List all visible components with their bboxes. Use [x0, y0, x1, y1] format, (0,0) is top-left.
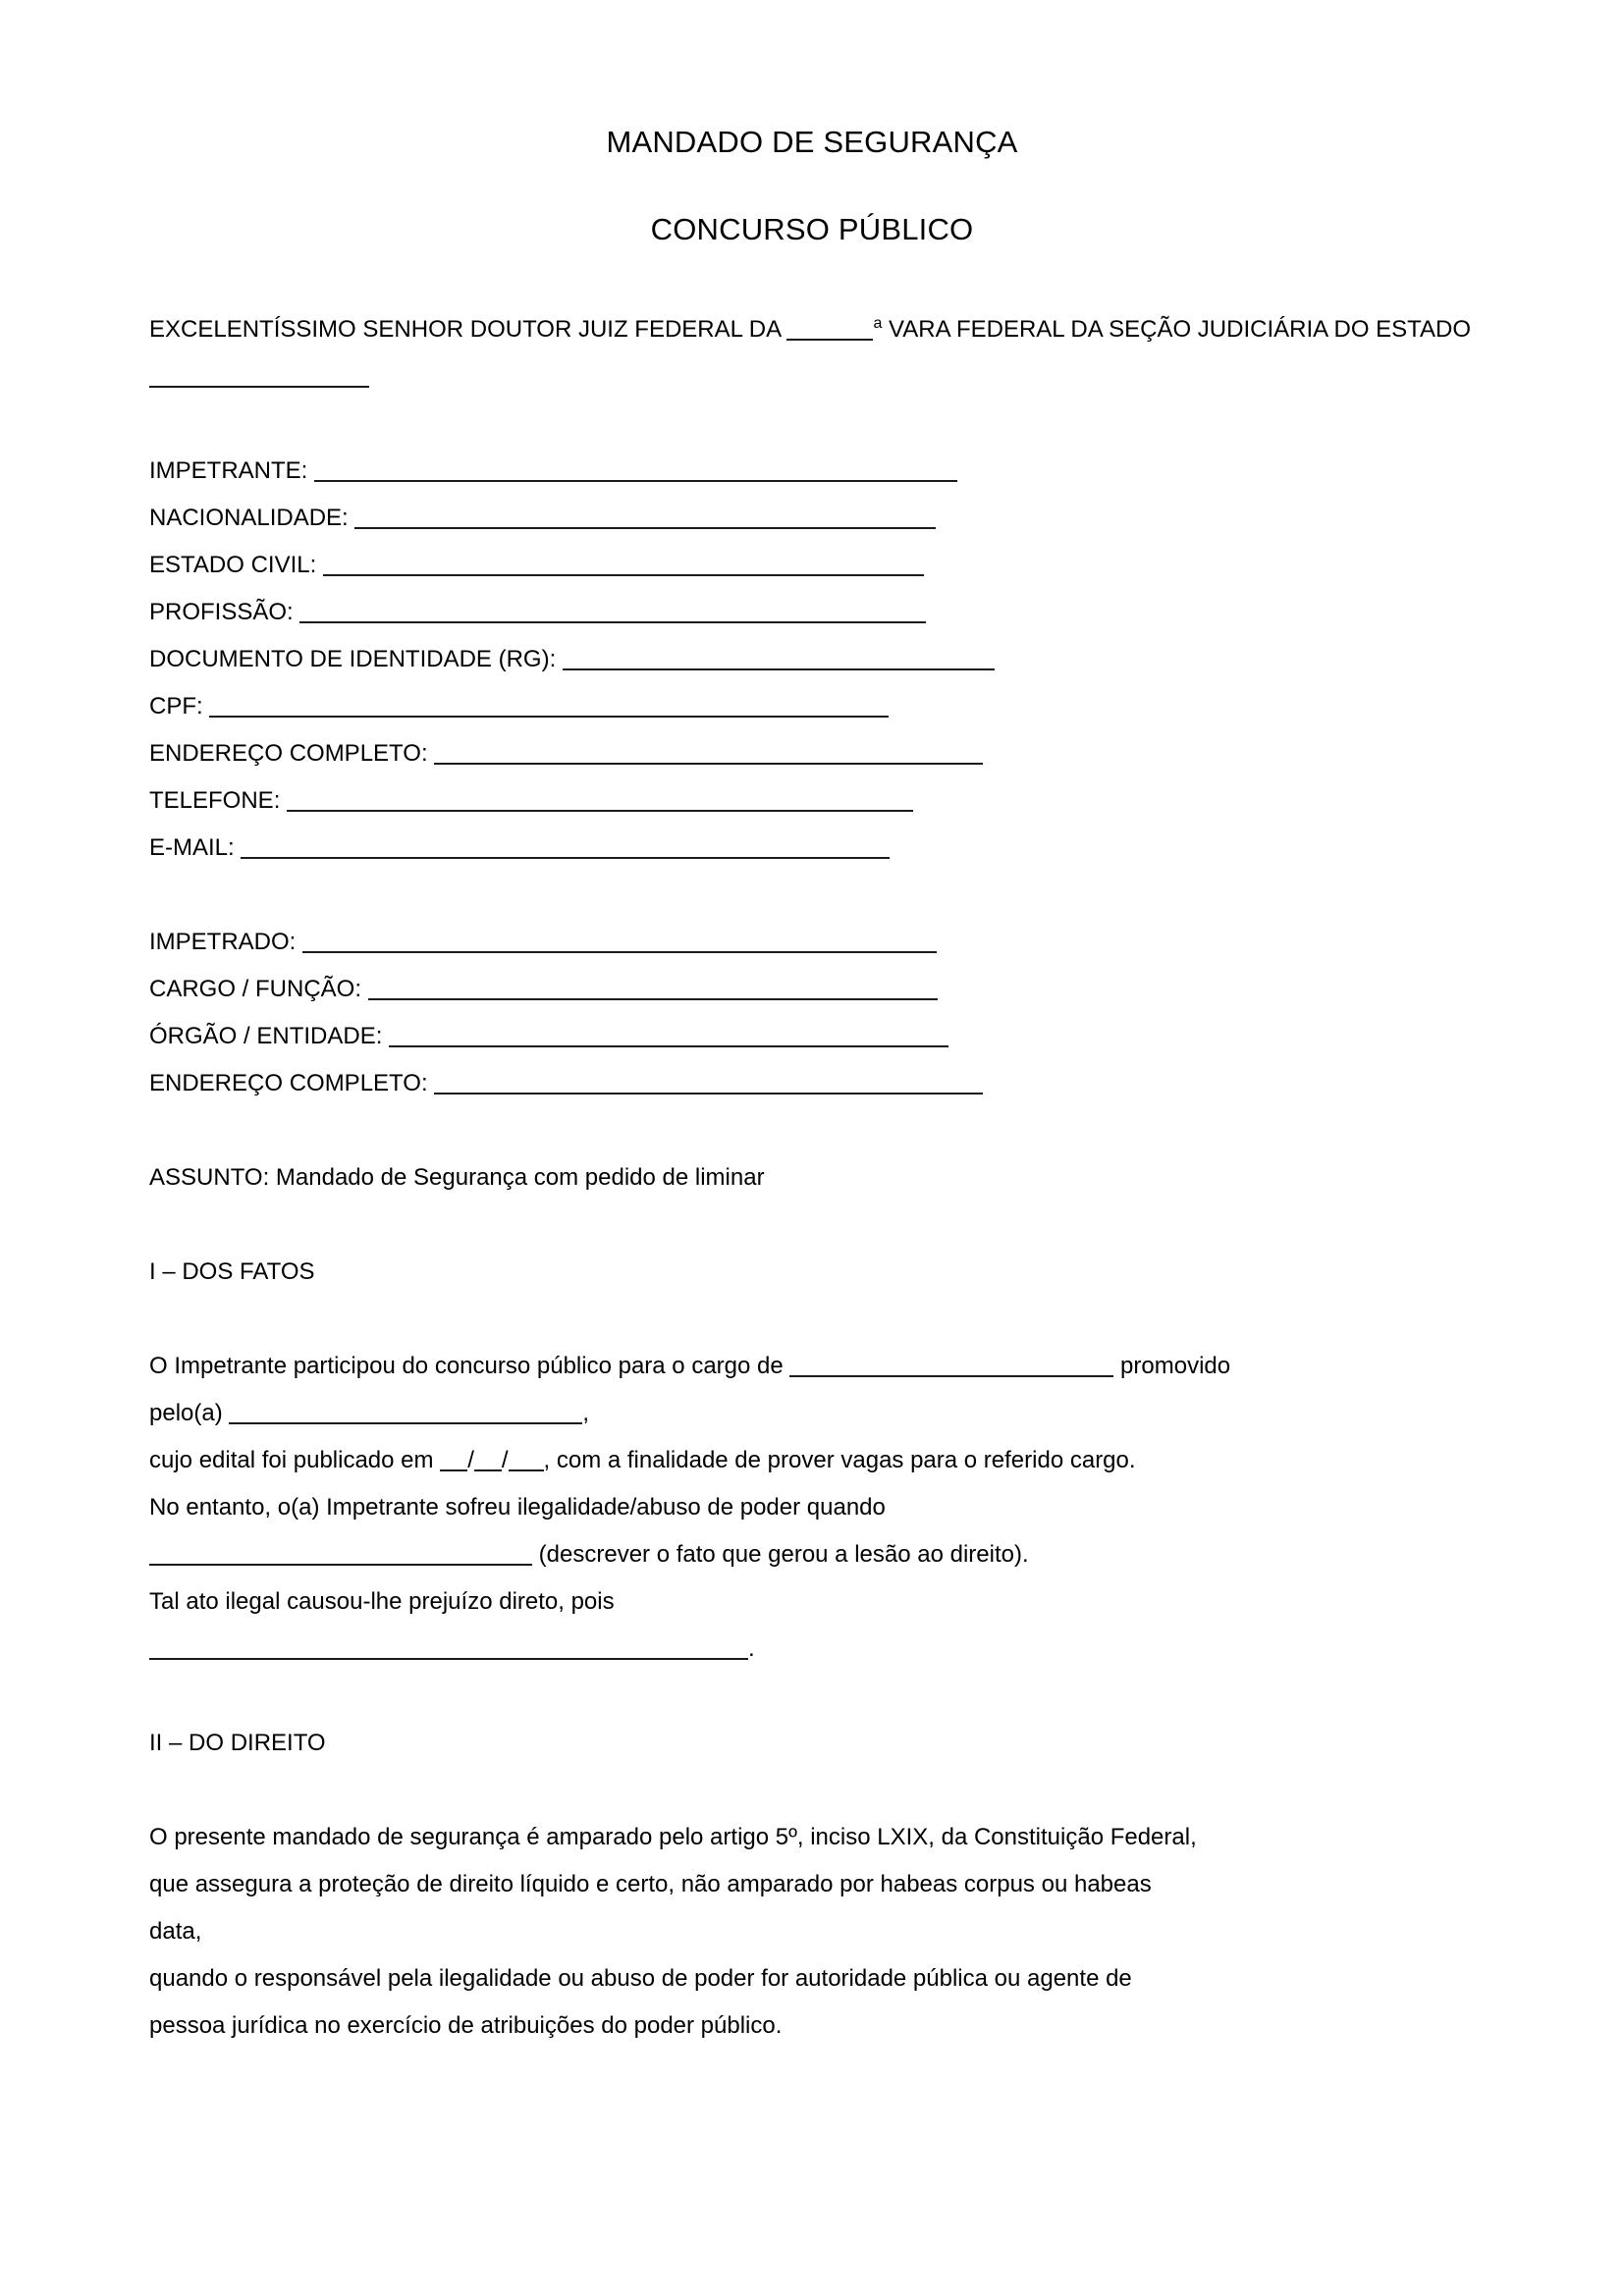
impetrante-field-row — [149, 730, 1624, 777]
edital-month-blank[interactable] — [474, 1454, 502, 1471]
prejuizo-blank[interactable] — [149, 1642, 748, 1660]
impetrado-field-label: ENDEREÇO COMPLETO: — [149, 1070, 428, 1096]
impetrante-field-label: IMPETRANTE: — [149, 457, 308, 484]
fatos-text-7b: . — [748, 1635, 755, 1662]
impetrante-field-row — [149, 542, 1624, 589]
direito-paragraph-line-5: pessoa jurídica no exercício de atribuições do poder público. — [149, 2012, 783, 2039]
page-title-main: MANDADO DE SEGURANÇA — [606, 125, 1018, 159]
direito-paragraph-line-2: que assegura a proteção de direito líquido e certo, não amparado por habeas corpus ou habeas — [149, 1871, 1152, 1897]
spacer — [149, 400, 1624, 448]
impetrado-field-row — [149, 919, 1624, 966]
impetrado-field-label: ÓRGÃO / ENTIDADE: — [149, 1023, 383, 1049]
impetrante-field-label: ENDEREÇO COMPLETO: — [149, 740, 428, 767]
spacer — [149, 872, 1624, 919]
spacer — [149, 1107, 1624, 1154]
addressee-text-before: EXCELENTÍSSIMO SENHOR DOUTOR JUIZ FEDERAL DA — [149, 316, 787, 343]
impetrante-field-blank[interactable] — [323, 559, 924, 576]
document-body — [149, 306, 1624, 2050]
impetrante-field-row — [149, 448, 1624, 495]
orgao-promotor-blank[interactable] — [229, 1407, 582, 1424]
impetrante-field-blank[interactable] — [209, 700, 889, 718]
ordinal-suffix: a — [873, 315, 883, 332]
estado-blank[interactable] — [149, 370, 369, 388]
heading-dos-fatos: I – DOS FATOS — [149, 1258, 315, 1285]
impetrante-field-row — [149, 825, 1624, 872]
impetrado-field-blank[interactable] — [302, 935, 937, 953]
fatos-text-1b: promovido — [1113, 1353, 1231, 1379]
edital-year-blank[interactable] — [509, 1454, 544, 1471]
impetrante-field-label: NACIONALIDADE: — [149, 505, 349, 531]
cargo-blank[interactable] — [789, 1360, 1113, 1377]
impetrado-field-row — [149, 1060, 1624, 1107]
direito-paragraph-line-4: quando o responsável pela ilegalidade ou abuso de poder for autoridade pública ou agente de — [149, 1965, 1132, 1992]
fatos-paragraph-line-4: No entanto, o(a) Impetrante sofreu ilegalidade/abuso de poder quando — [149, 1494, 886, 1521]
assunto-value: Mandado de Segurança com pedido de liminar — [275, 1164, 765, 1191]
impetrante-field-blank[interactable] — [434, 747, 983, 765]
fatos-paragraph-line-3 — [149, 1437, 1624, 1484]
impetrante-field-label: CPF: — [149, 693, 203, 720]
page-title-sub: CONCURSO PÚBLICO — [650, 212, 974, 246]
impetrante-field-label: TELEFONE: — [149, 787, 281, 814]
impetrado-field-label: IMPETRADO: — [149, 929, 297, 955]
fatos-paragraph-line-6: Tal ato ilegal causou-lhe prejuízo direto, pois — [149, 1588, 615, 1615]
fatos-text-1a: O Impetrante participou do concurso público para o cargo de — [149, 1353, 790, 1379]
edital-day-blank[interactable] — [440, 1454, 467, 1471]
impetrante-field-blank[interactable] — [299, 606, 926, 623]
impetrado-field-blank[interactable] — [368, 983, 938, 1000]
fato-descricao-blank[interactable] — [149, 1548, 532, 1566]
impetrante-field-group — [149, 448, 1624, 872]
impetrado-field-group — [149, 919, 1624, 1107]
impetrante-field-blank[interactable] — [563, 653, 995, 670]
fatos-text-3b: , com a finalidade de prover vagas para o referido cargo. — [543, 1447, 1136, 1473]
assunto-label: ASSUNTO: — [149, 1164, 270, 1191]
addressee-line-1 — [149, 306, 1624, 353]
impetrado-field-row — [149, 966, 1624, 1013]
spacer — [149, 1767, 1624, 1814]
impetrado-field-blank[interactable] — [434, 1077, 983, 1095]
impetrante-field-blank[interactable] — [287, 794, 913, 812]
impetrado-field-blank[interactable] — [389, 1030, 948, 1047]
edital-sep-1: / — [467, 1447, 474, 1473]
vara-number-blank[interactable] — [786, 323, 873, 341]
fatos-paragraph-line-5 — [149, 1531, 1624, 1578]
impetrante-field-row — [149, 589, 1624, 636]
spacer — [149, 1201, 1624, 1249]
heading-do-direito: II – DO DIREITO — [149, 1730, 326, 1756]
impetrante-field-blank[interactable] — [354, 511, 936, 529]
impetrante-field-row — [149, 636, 1624, 683]
impetrante-field-blank[interactable] — [314, 464, 957, 482]
impetrante-field-label: DOCUMENTO DE IDENTIDADE (RG): — [149, 646, 557, 672]
addressee-text-after: VARA FEDERAL DA SEÇÃO JUDICIÁRIA DO ESTADO — [882, 316, 1472, 343]
fatos-paragraph-line-2 — [149, 1390, 1624, 1437]
impetrante-field-blank[interactable] — [241, 841, 890, 859]
impetrante-field-row — [149, 683, 1624, 730]
fatos-text-5b: (descrever o fato que gerou a lesão ao direito). — [532, 1541, 1029, 1568]
fatos-paragraph-line-7 — [149, 1626, 1624, 1673]
impetrante-field-label: ESTADO CIVIL: — [149, 552, 317, 578]
edital-sep-2: / — [501, 1447, 509, 1473]
assunto-line — [149, 1154, 1624, 1201]
fatos-text-3a: cujo edital foi publicado em — [149, 1447, 441, 1473]
impetrante-field-row — [149, 777, 1624, 825]
fatos-paragraph-line-1 — [149, 1343, 1624, 1390]
fatos-text-2b: , — [582, 1400, 590, 1426]
fatos-text-2a: pelo(a) — [149, 1400, 230, 1426]
impetrante-field-label: E-MAIL: — [149, 834, 235, 861]
spacer — [149, 1296, 1624, 1343]
impetrado-field-label: CARGO / FUNÇÃO: — [149, 976, 362, 1002]
impetrante-field-label: PROFISSÃO: — [149, 599, 294, 625]
impetrado-field-row — [149, 1013, 1624, 1060]
impetrante-field-row — [149, 495, 1624, 542]
addressee-line-2 — [149, 353, 1624, 400]
direito-paragraph-line-3: data, — [149, 1918, 202, 1945]
spacer — [149, 1673, 1624, 1720]
direito-paragraph-line-1: O presente mandado de segurança é amparado pelo artigo 5º, inciso LXIX, da Constituição Federal, — [149, 1824, 1197, 1850]
